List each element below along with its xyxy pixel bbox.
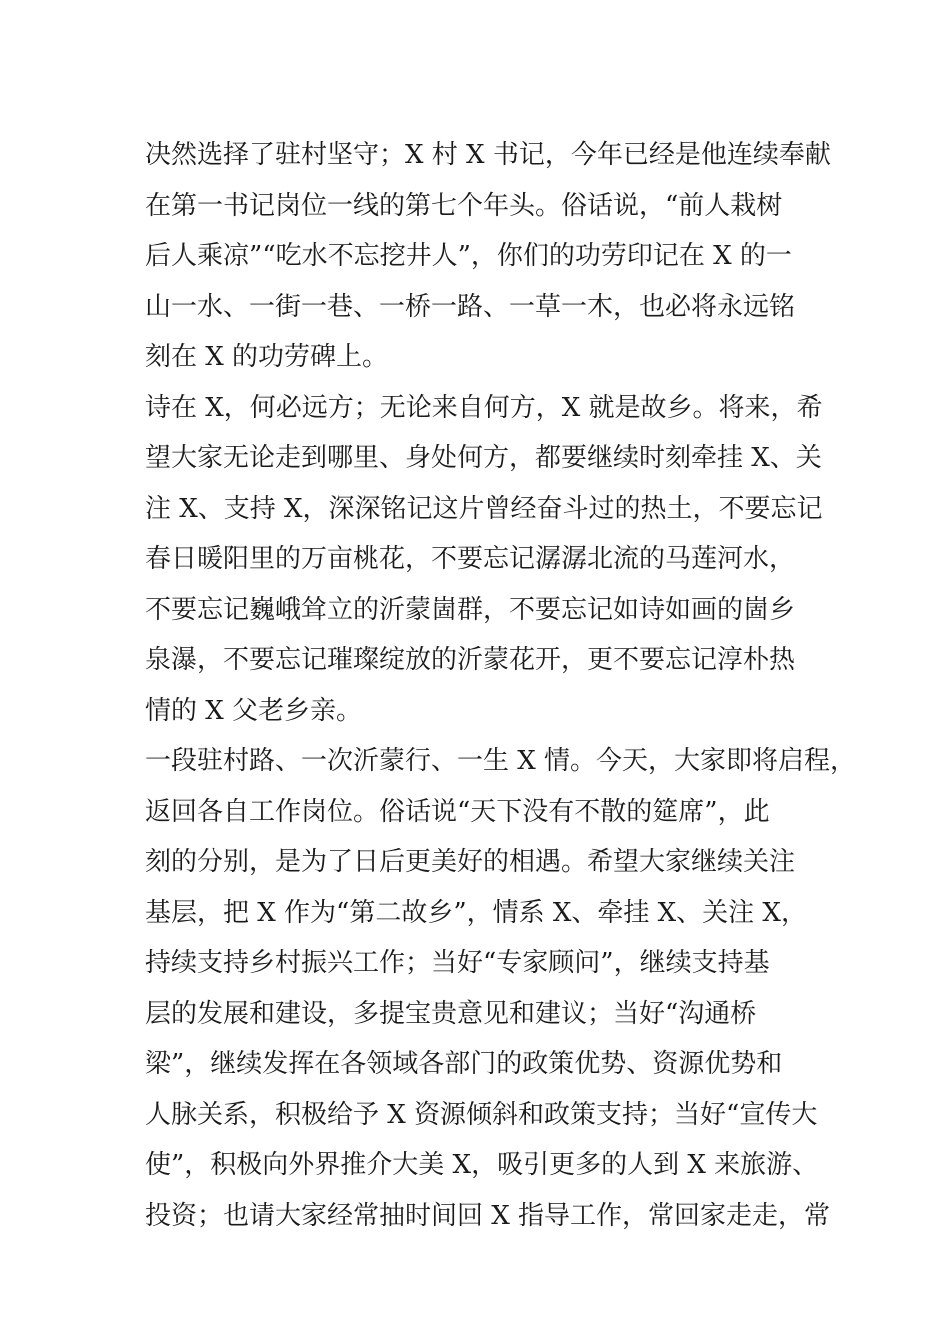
text-line: 返回各自工作岗位。俗话说“天下没有不散的筵席”，此 (145, 796, 770, 827)
text-line: 持续支持乡村振兴工作；当好“专家顾问”，继续支持基 (145, 948, 770, 978)
text-line: 基层，把 X 作为“第二故乡”，情系 X、牵挂 X、关注 X， (145, 897, 807, 928)
text-line: 在第一书记岗位一线的第七个年头。俗话说，“前人栽树 (145, 190, 783, 221)
text-line: 春日暖阳里的万亩桃花，不要忘记潺潺北流的马莲河水， (145, 544, 796, 574)
text-line: 层的发展和建设，多提宝贵意见和建议；当好“沟通桥 (145, 998, 757, 1029)
text-line: 后人乘凉”“吃水不忘挖井人”，你们的功劳印记在 X 的一 (145, 241, 792, 271)
text-line: 梁”，继续发挥在各领域各部门的政策优势、资源优势和 (145, 1049, 783, 1079)
text-line: 决然选择了驻村坚守；X 村 X 书记，今年已经是他连续奉献 (145, 140, 831, 170)
text-line: 刻的分别，是为了日后更美好的相遇。希望大家继续关注 (145, 847, 796, 877)
text-line: 使”，积极向外界推介大美 X，吸引更多的人到 X 来旅游、 (145, 1150, 819, 1180)
text-line: 投资；也请大家经常抽时间回 X 指导工作，常回家走走，常 (145, 1200, 831, 1231)
text-line: 山一水、一街一巷、一桥一路、一草一木，也必将永远铭 (145, 291, 796, 322)
text-line: 刻在 X 的功劳碑上。 (145, 342, 389, 372)
text-line: 一段驻村路、一次沂蒙行、一生 X 情。今天，大家即将启程， (145, 746, 857, 776)
text-line: 诗在 X，何必远方；无论来自何方，X 就是故乡。将来，希 (145, 392, 823, 423)
text-line: 望大家无论走到哪里、身处何方，都要继续时刻牵挂 X、关 (145, 443, 822, 473)
text-line: 泉瀑，不要忘记璀璨绽放的沂蒙花开，更不要忘记淳朴热 (145, 645, 796, 675)
text-line: 不要忘记巍峨耸立的沂蒙崮群，不要忘记如诗如画的崮乡 (145, 594, 796, 625)
text-line: 注 X、支持 X，深深铭记这片曾经奋斗过的热土，不要忘记 (145, 493, 823, 524)
body-text (145, 130, 857, 1241)
text-line: 人脉关系，积极给予 X 资源倾斜和政策支持；当好“宣传大 (145, 1099, 818, 1130)
text-line: 情的 X 父老乡亲。 (145, 695, 363, 726)
